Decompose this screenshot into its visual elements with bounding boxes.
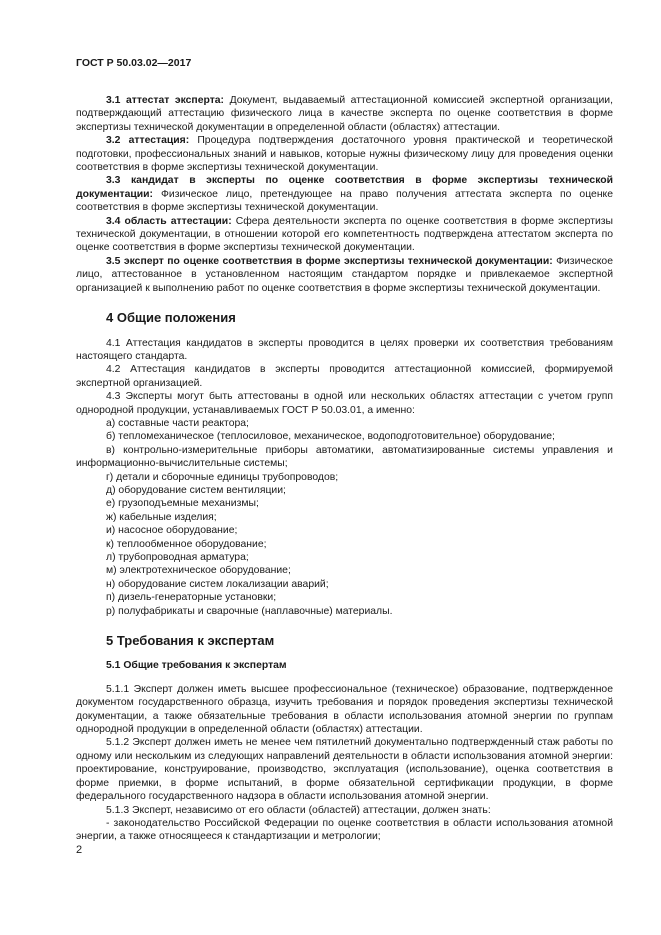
term-3-3: 3.3 кандидат в эксперты по оценке соответствия в форме экспертизы технической документации:: [76, 175, 613, 200]
list-item: д) оборудование систем вентиляции;: [106, 484, 286, 496]
section-heading-4: 4 Общие положения: [106, 310, 236, 326]
paragraph-3-2: [76, 134, 613, 174]
list-item: а) составные части реактора;: [106, 417, 249, 429]
document-header: ГОСТ Р 50.03.02—2017: [76, 57, 192, 69]
list-item: г) детали и сборочные единицы трубопроводов;: [106, 471, 339, 483]
list-item: в) контрольно-измерительные приборы автоматики, автоматизированные системы управления и информационно-вычислительные системы;: [76, 444, 613, 470]
list-item: б) тепломеханическое (теплосиловое, механическое, водоподготовительное) оборудование;: [106, 431, 555, 443]
paragraph-5-1-1: 5.1.1 Эксперт должен иметь высшее профессиональное (техническое) образование, подтвержденное документом государственного образца, изучить требования и порядок проведения экспертизы технической документации, а также обязательные требования в области использования атомной энергии по группам однородной продукции в определенной области (областях) аттестации.: [76, 683, 613, 736]
paragraph-3-4: [76, 215, 613, 255]
definition-3-5: Физическое лицо, аттестованное в установленном настоящим стандартом порядке и привлекаемое экспертной организацией к выполнению работ по оценке соответствия в форме экспертизы технической документации.: [76, 255, 613, 294]
paragraph-5-1-3: 5.1.3 Эксперт, независимо от его области (областей) аттестации, должен знать:: [106, 804, 491, 816]
paragraph-5-1-3-item: - законодательство Российской Федерации по оценке соответствия в области использования атомной энергии, а также относящееся к стандартизации и метрологии;: [76, 817, 613, 843]
list-item: е) грузоподъемные механизмы;: [106, 498, 259, 510]
list-item: м) электротехническое оборудование;: [106, 565, 291, 577]
definition-3-2: Процедура подтверждения достаточного уровня практической и теоретической подготовки, профессиональных знаний и навыков, которые нужны физическому лицу для проведения оценки соответствия в форме экспертизы технической документации.: [76, 135, 613, 174]
paragraph-4-3: 4.3 Эксперты могут быть аттестованы в одной или нескольких областях аттестации с учетом групп однородной продукции, устанавливаемых ГОСТ Р 50.03.01, а именно:: [76, 391, 613, 416]
term-3-2: 3.2 аттестация:: [106, 135, 190, 147]
list-item: и) насосное оборудование;: [106, 525, 238, 537]
page-number: 2: [76, 844, 83, 856]
term-3-1: 3.1 аттестат эксперта:: [106, 95, 225, 106]
term-3-4: 3.4 область аттестации:: [106, 215, 232, 227]
paragraph-4-1: 4.1 Аттестация кандидатов в эксперты проводится в целях проверки их соответствия требованиям настоящего стандарта.: [76, 337, 613, 362]
subsection-heading-5-1: 5.1 Общие требования к экспертам: [106, 660, 287, 672]
definition-3-4: Сфера деятельности эксперта по оценке соответствия в форме экспертизы технической документации, в отношении которой его компетентность подтверждена аттестатом эксперта по оценке соответствия в форме экспертизы технической документации.: [76, 215, 613, 254]
paragraph-5-1-2: 5.1.2 Эксперт должен иметь не менее чем пятилетний документально подтвержденный стаж работы по одному или нескольким из следующих направлений деятельности в области использования атомной энергии: проектирование, конструирование, производство, эксплуатация (использование), оценка соответствия в форме приемки, в форме испытаний, в форме обязательной сертификации продукции, в форме федерального государственного надзора в области использования атомной энергии.: [76, 737, 613, 803]
document-body: [76, 94, 613, 844]
product-group-list: [76, 417, 613, 618]
list-item: ж) кабельные изделия;: [106, 511, 217, 523]
definition-3-3: Физическое лицо, претендующее на право получения аттестата эксперта по оценке соответствия в форме экспертизы технической документации.: [76, 188, 613, 214]
section-heading-5: 5 Требования к экспертам: [106, 633, 275, 649]
list-item: л) трубопроводная арматура;: [106, 552, 249, 563]
paragraph-4-2: 4.2 Аттестация кандидатов в эксперты проводится аттестационной комиссией, формируемой экспертной организацией.: [76, 364, 613, 389]
list-item: н) оборудование систем локализации аварий;: [106, 578, 329, 590]
list-item: п) дизель-генераторные установки;: [106, 592, 277, 604]
paragraph-3-3: [76, 174, 613, 214]
paragraph-3-1: [76, 94, 613, 134]
paragraph-3-5: [76, 255, 613, 295]
list-item: р) полуфабрикаты и сварочные (наплавочные) материалы.: [106, 605, 393, 617]
definition-3-1: Документ, выдаваемый аттестационной комиссией экспертной организации, подтверждающий аттестацию физического лица в качестве эксперта по оценке соответствия в форме экспертизы технической документации в определенной области (областях) аттестации.: [76, 95, 613, 133]
term-3-5: 3.5 эксперт по оценке соответствия в форме экспертизы технической документации:: [106, 255, 553, 267]
list-item: к) теплообменное оборудование;: [106, 538, 267, 550]
